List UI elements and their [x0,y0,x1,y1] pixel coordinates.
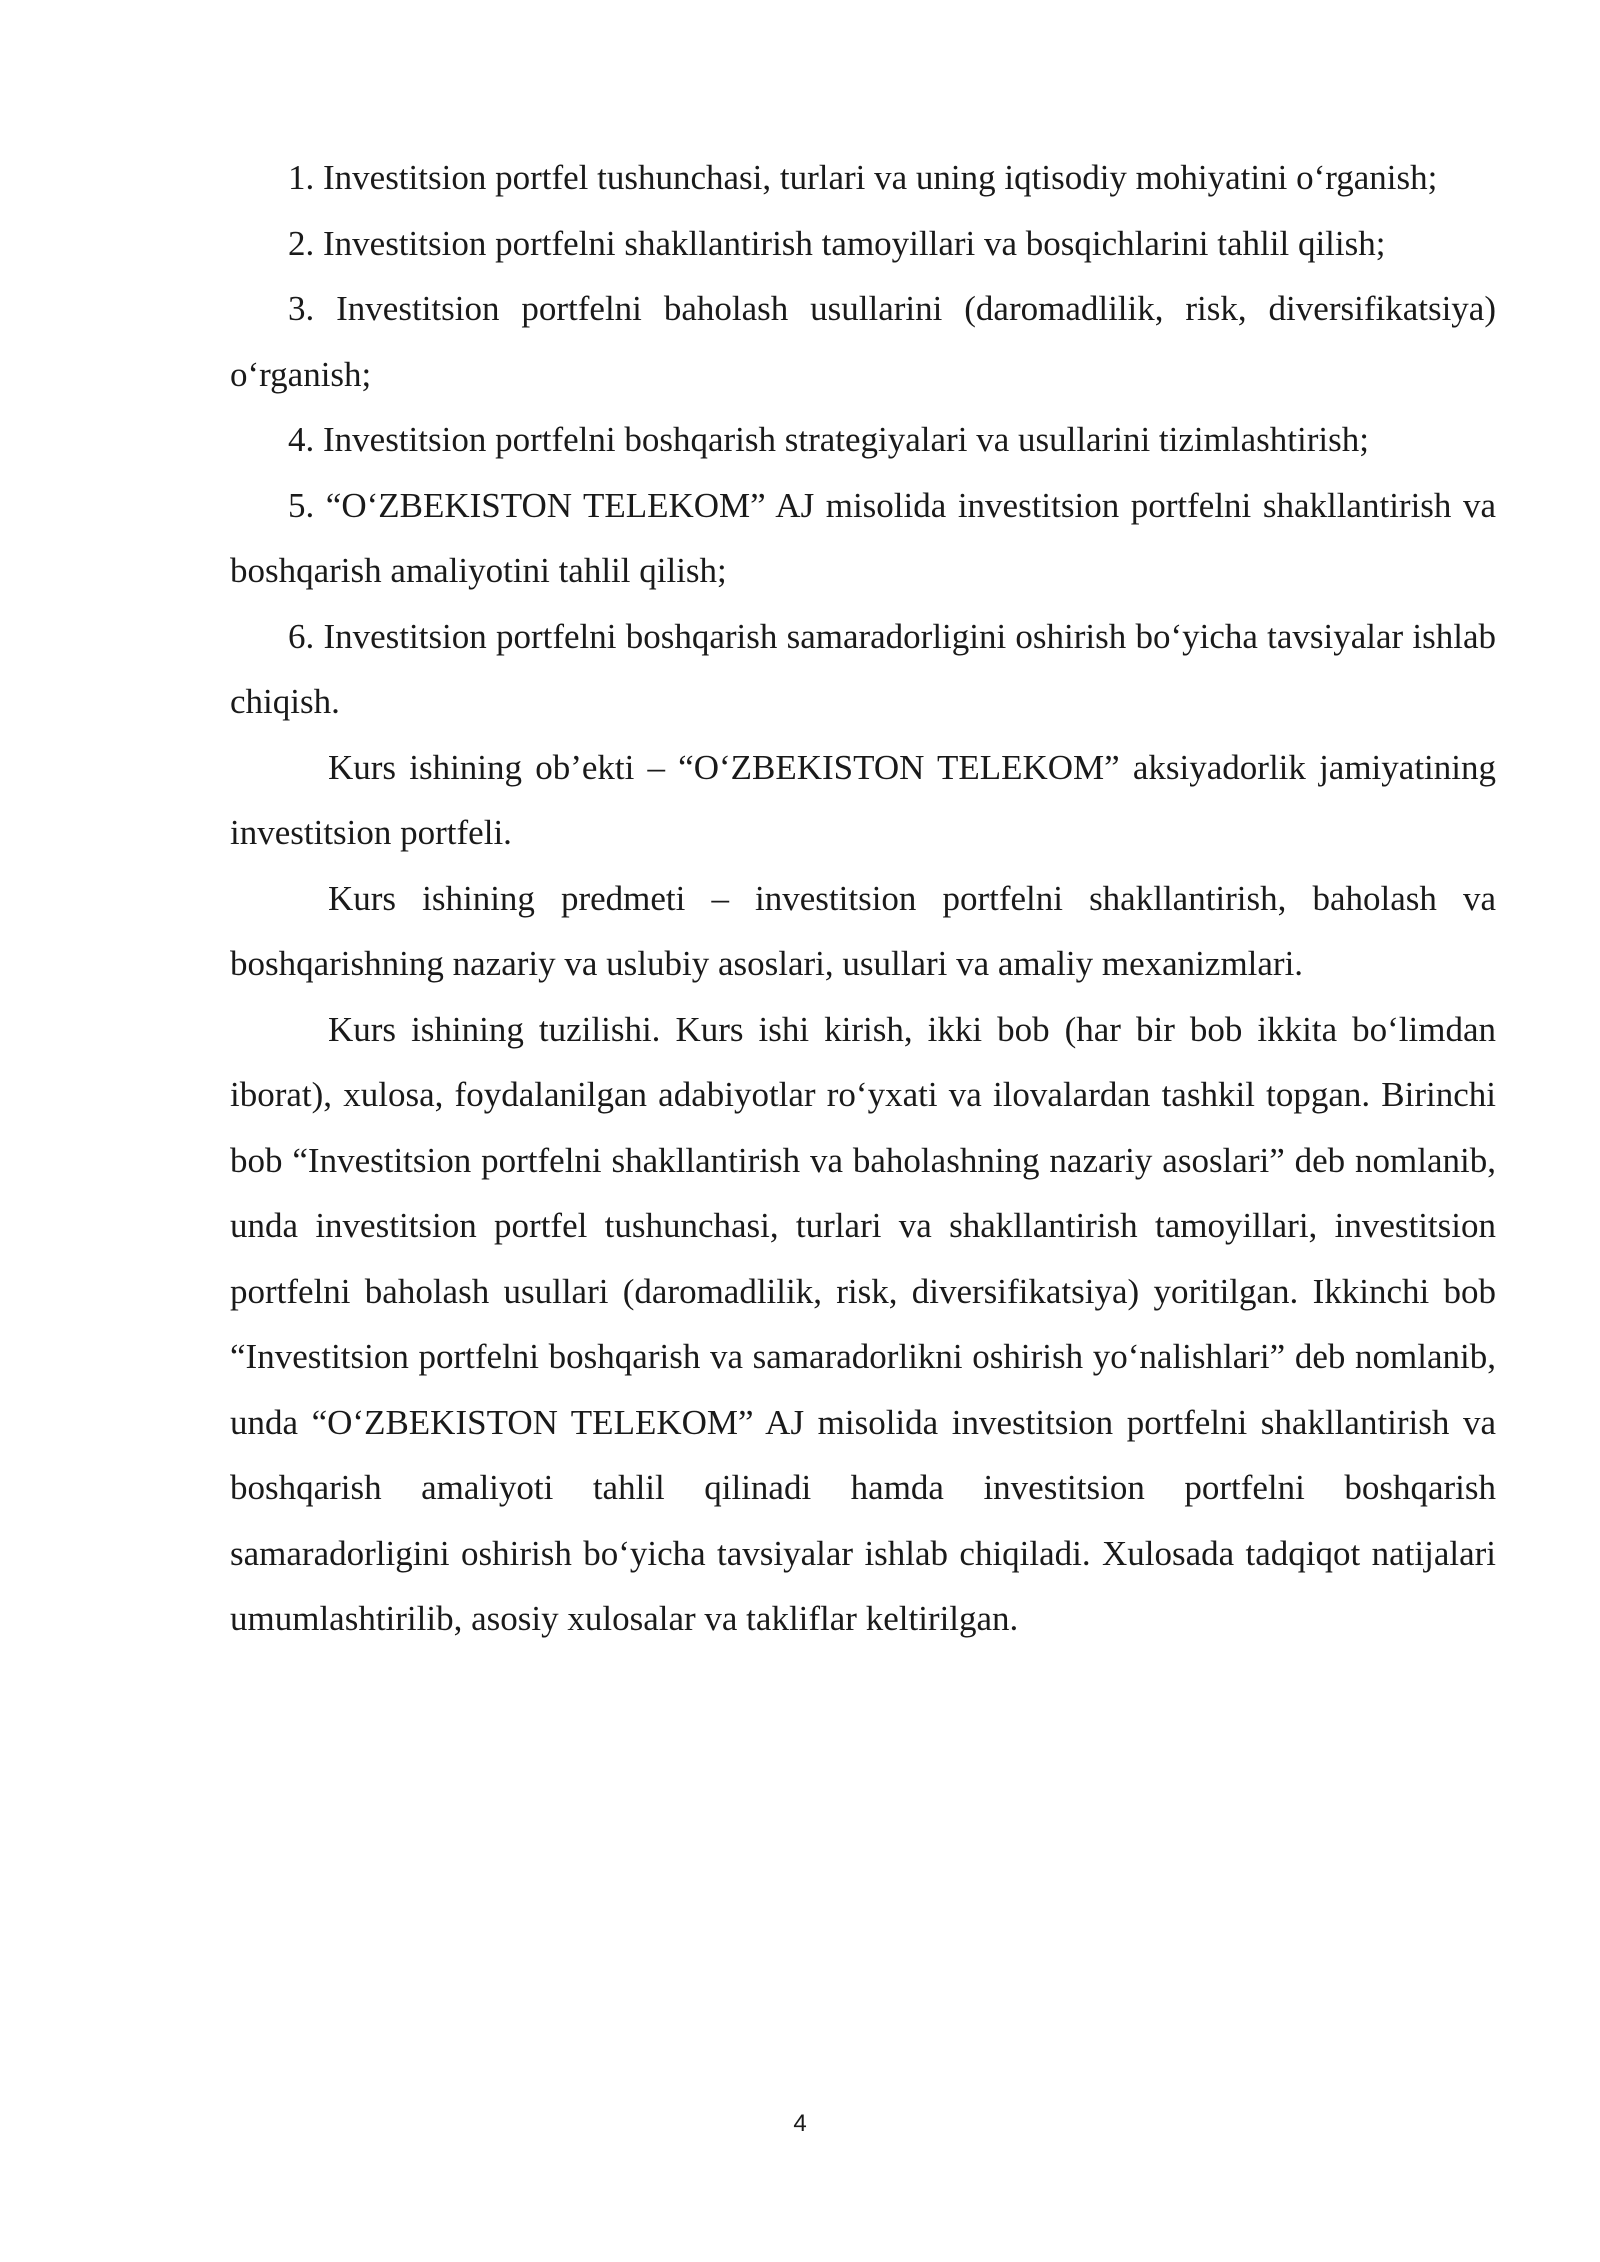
task-item-3: 3. Investitsion portfelni baholash usullarini (daromadlilik, risk, diversifikatsiya) o‘rganish; [230,289,1496,394]
page-body [230,145,1496,1652]
task-item-5: 5. “O‘ZBEKISTON TELEKOM” AJ misolida investitsion portfelni shakllantirish va boshqarish amaliyotini tahlil qilish; [230,485,1496,590]
page-number: 4 [793,2110,807,2137]
research-object-paragraph: Kurs ishining ob’ekti – “O‘ZBEKISTON TELEKOM” aksiyadorlik jamiyatining investitsion portfeli. [230,747,1496,852]
research-subject-paragraph: Kurs ishining predmeti – investitsion portfelni shakllantirish, baholash va boshqarishning nazariy va uslubiy asoslari, usullari va amaliy mexanizmlari. [230,878,1496,983]
task-item-1: 1. Investitsion portfel tushunchasi, turlari va uning iqtisodiy mohiyatini o‘rganish; [288,158,1438,197]
task-item-6: 6. Investitsion portfelni boshqarish samaradorligini oshirish bo‘yicha tavsiyalar ishlab chiqish. [230,616,1496,721]
task-item-4: 4. Investitsion portfelni boshqarish strategiyalari va usullarini tizimlashtirish; [288,420,1369,459]
task-item-2: 2. Investitsion portfelni shakllantirish tamoyillari va bosqichlarini tahlil qilish; [288,223,1386,263]
structure-paragraph: Kurs ishining tuzilishi. Kurs ishi kirish, ikki bob (har bir bob ikkita bo‘limdan iborat), xulosa, foydalanilgan adabiyotlar ro‘yxati va ilovalardan tashkil topgan. Birinchi bob “Investitsion portfelni shakllantirish va baholashning nazariy asoslari” deb nomlanib, unda investitsion portfel tushunchasi, turlari va shakllantirish tamoyillari, investitsion portfelni baholash usullari (daromadlilik, risk, diversifikatsiya) yoritilgan. Ikkinchi bob “Investitsion portfelni boshqarish va samaradorlikni oshirish yo‘nalishlari” deb nomlanib, unda “O‘ZBEKISTON TELEKOM” AJ misolida investitsion portfelni shakllantirish va boshqarish amaliyoti tahlil qilinadi hamda investitsion portfelni boshqarish samaradorligini oshirish bo‘yicha tavsiyalar ishlab chiqiladi. Xulosada tadqiqot natijalari umumlashtirilib, asosiy xulosalar va takliflar keltirilgan. [230,1009,1496,1638]
